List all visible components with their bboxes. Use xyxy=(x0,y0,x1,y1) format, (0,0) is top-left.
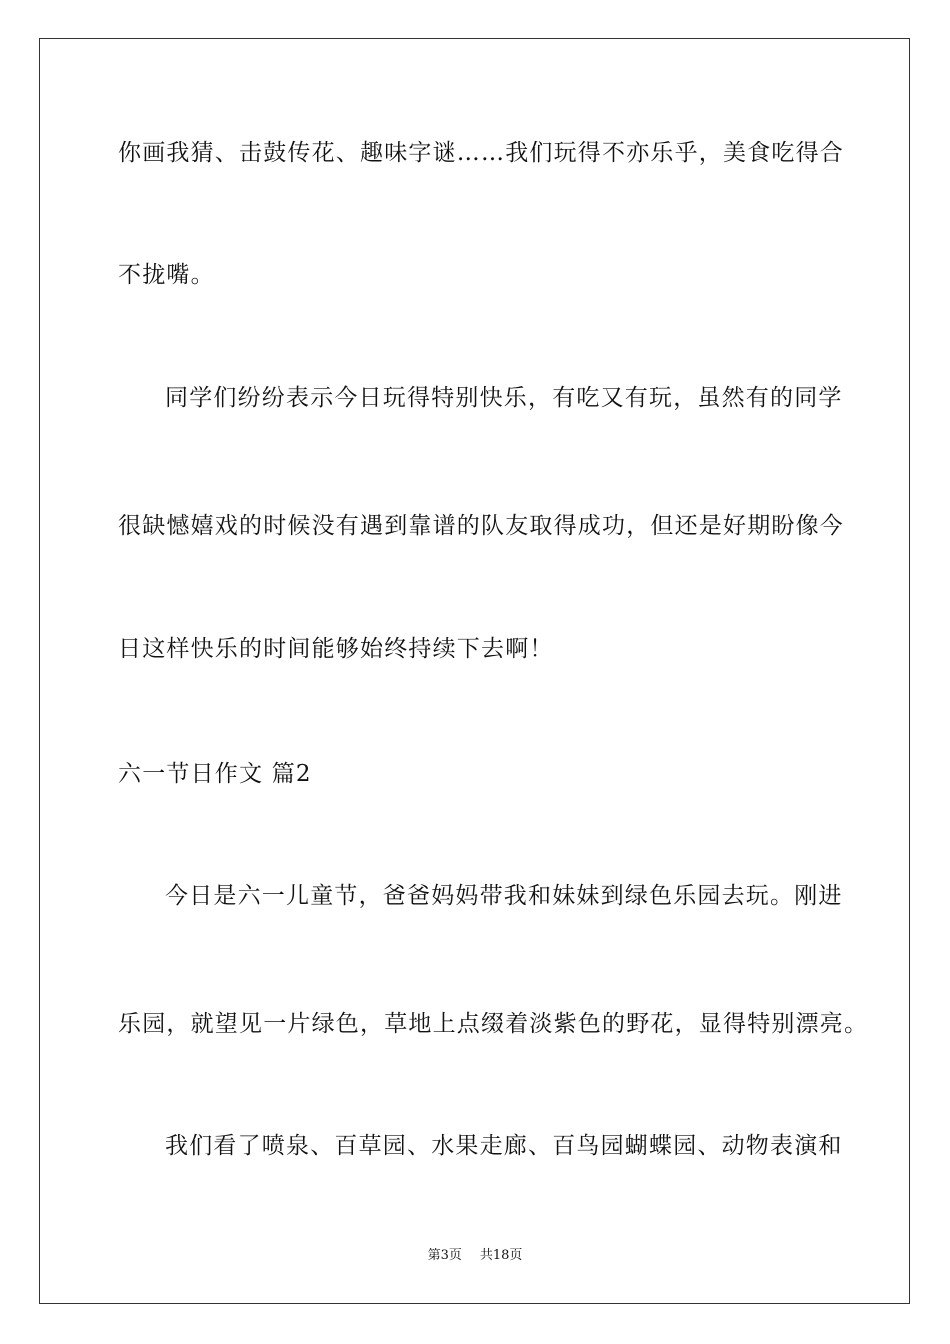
text-line: 你画我猜、击鼓传花、趣味字谜……我们玩得不亦乐乎，美食吃得合 xyxy=(118,140,844,166)
text-line: 日这样快乐的时间能够始终持续下去啊！ xyxy=(118,636,554,662)
text-line: 不拢嘴。 xyxy=(118,262,215,288)
text-line: 同学们纷纷表示今日玩得特别快乐，有吃又有玩，虽然有的同学 xyxy=(165,385,843,411)
text-line: 乐园，就望见一片绿色，草地上点缀着淡紫色的野花，显得特别漂亮。 xyxy=(118,1011,869,1037)
section-heading: 六一节日作文 篇2 xyxy=(118,761,312,787)
text-line: 我们看了喷泉、百草园、水果走廊、百鸟园蝴蝶园、动物表演和 xyxy=(165,1133,843,1159)
page-footer xyxy=(0,1247,950,1265)
text-line: 今日是六一儿童节，爸爸妈妈带我和妹妹到绿色乐园去玩。刚进 xyxy=(165,883,843,909)
page-number: 第3页 xyxy=(427,1248,462,1263)
page-border xyxy=(39,38,910,1304)
page-total: 共18页 xyxy=(479,1248,523,1263)
text-line: 很缺憾嬉戏的时候没有遇到靠谱的队友取得成功，但还是好期盼像今 xyxy=(118,513,844,539)
